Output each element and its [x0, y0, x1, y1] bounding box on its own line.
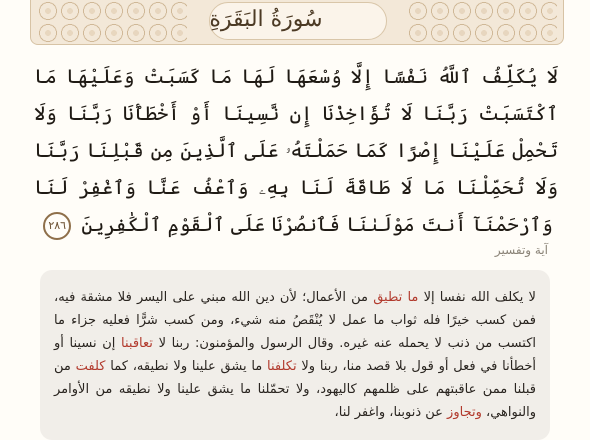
tafsir-highlight-word[interactable]: تكلفنا	[267, 359, 297, 374]
tafsir-segment: من الأعمال؛ لأن دين الله مبني على اليسر فلا مشقة فيه، فمن كسب خيرًا فله ثواب ما عمل لا يُنْقَصُ منه شيء، ومن كسب شرًّا فعليه جزاء ما اكتسب من ذنب لا يحمله عنه غيره. وقال الرسول والمؤمنون: ربنا لا	[54, 290, 536, 351]
ayah-number-marker: ٢٨٦	[43, 212, 71, 240]
verse-text: لَا يُكَلِّفُ ٱللَّهُ نَفْسًا إِلَّا وُسْعَهَا لَهَا مَا كَسَبَتْ وَعَلَيْهَا مَا ٱكْتَسَبَتْ رَبَّنَا لَا تُؤَاخِذْنَا إِن نَّسِينَا أَوْ أَخْطَأْنَا رَبَّنَا وَلَا تَحْمِلْ عَلَيْنَا إِصْرًا كَمَا حَمَلْتَهُۥ عَلَى ٱلَّذِينَ مِن قَبْلِنَا رَبَّنَا وَلَا تُحَمِّلْنَا مَا لَا طَاقَةَ لَنَا بِهِۦ وَٱعْفُ عَنَّا وَٱغْفِرْ لَنَا وَٱرْحَمْنَآ أَنتَ مَوْلَىٰنَا فَٱنصُرْنَا عَلَى ٱلْقَوْمِ ٱلْكَٰفِرِينَ	[34, 65, 558, 236]
tafsir-highlight-word[interactable]: وتجاوز	[447, 405, 482, 420]
tafsir-segment: عن ذنوبنا، واغفر لنا،	[334, 405, 443, 420]
tafsir-segment: من قبلنا ممن عاقبتهم على ظلمهم كاليهود، ولا تحمّلنا ما يشق علينا ولا نطيقه من الأوامر والنواهي،	[54, 359, 536, 420]
surah-title: سُورَةُ البَقَرَةِ	[209, 7, 323, 32]
tafsir-segment: إن نسينا أو أخطأنا في فعل أو قول بلا قصد منا، ربنا ولا	[54, 336, 537, 374]
tafsir-section-label: آية وتفسير	[494, 243, 548, 257]
tafsir-highlight-word[interactable]: كلفت	[75, 359, 106, 374]
tafsir-text[interactable]	[54, 286, 536, 424]
banner-ornament-left	[37, 0, 187, 44]
tafsir-segment: ما يشق علينا ولا نطيقه، كما	[110, 359, 263, 374]
tafsir-highlight-word[interactable]: تعاقبنا	[121, 336, 153, 351]
banner-ornament-right	[407, 0, 557, 44]
tafsir-segment: لا يكلف الله نفسا إلا	[423, 290, 536, 305]
verse-text-block[interactable]	[34, 58, 558, 243]
tafsir-highlight-word[interactable]: ما تطيق	[373, 290, 419, 305]
